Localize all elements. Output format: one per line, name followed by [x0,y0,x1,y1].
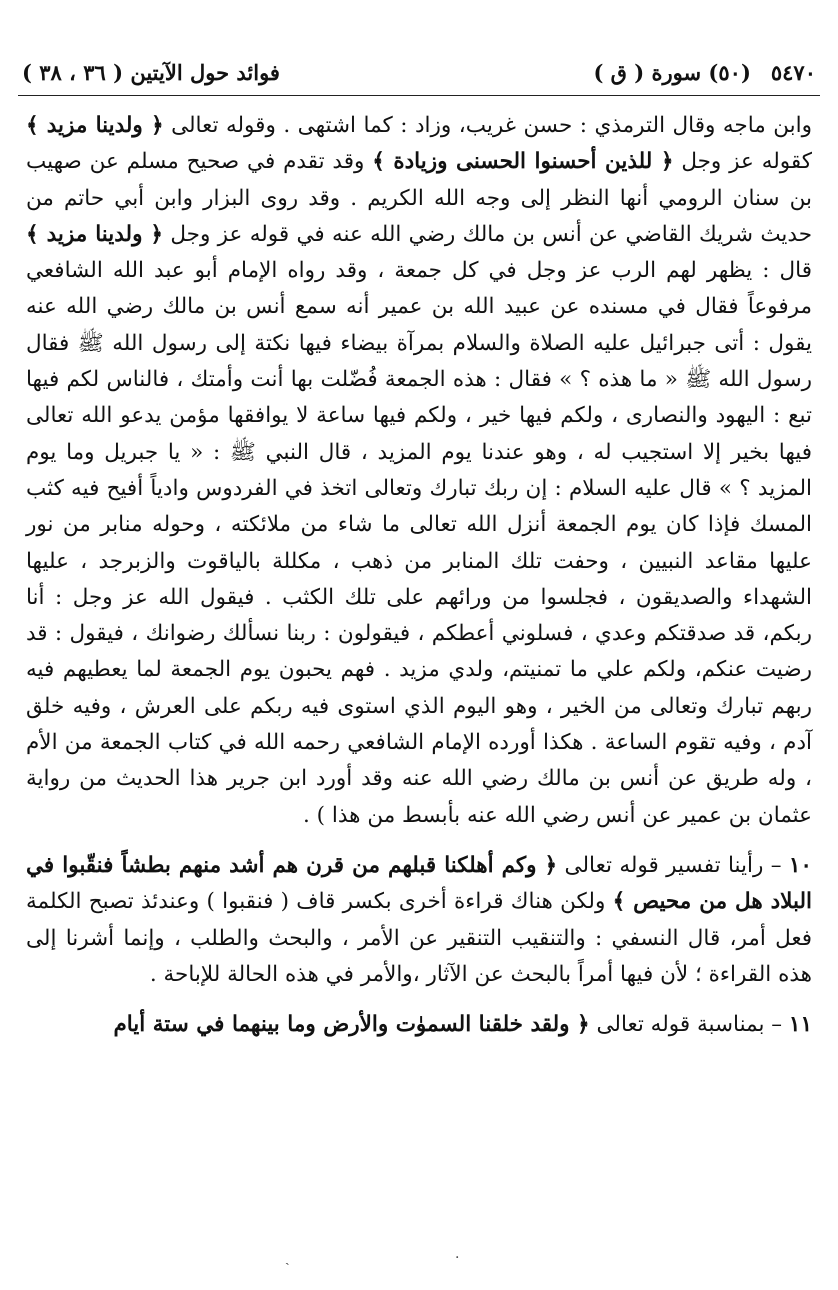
paragraph-hadith [26,108,812,834]
quran-verse: ﴿ ولدينا مزيد ﴾ [26,221,164,247]
item-number: ١١ [788,1012,812,1038]
page-body [26,108,812,1049]
header-rule [18,95,820,96]
text-segment: ولكن هناك قراءة أخرى بكسر قاف ( فنقبوا ) وعندئذ تصبح الكلمة فعل أمر، قال النسفي : والتنقيب التنقير عن الأمر ، والبحث والطلب ، وإنما أشرنا إلى هذه القراءة ؛ لأن فيها أمراً بالبحث عن الآثار ،والأمر في هذه الحالة للإباحة . [26,889,812,987]
text-segment: – بمناسبة قوله تعالى [589,1012,789,1038]
text-segment: وابن ماجه وقال الترمذي : حسن غريب، وزاد : كما اشتهى . وقوله تعالى [163,113,812,138]
quran-verse: ﴿ ولدينا مزيد ﴾ [26,113,164,138]
page-footer-marks [0,1250,838,1270]
text-segment: كقوله عز وجل [673,149,812,175]
quran-verse: ﴿ وكم أهلكنا قبلهم من قرن هم أشد منهم بطشاً فنقّبوا في البلاد هل من محيص ﴾ [26,852,812,915]
quran-verse: ﴿ ولقد خلقنا السموٰت والأرض وما بينهما في ستة أيام [113,1012,590,1038]
page-number: ٥٤٧٠ [770,59,816,85]
text-segment: – رأينا تفسير قوله تعالى [557,852,789,878]
surah-label: (٥٠) سورة ( ق ) [593,59,751,85]
header-right [593,60,816,85]
paragraph-11 [26,1007,812,1043]
text-segment: وقد تقدم في صحيح مسلم عن صهيب بن سنان الرومي أنها النظر إلى وجه الله الكريم . وقد روى البزار وابن أبي حاتم من حديث شريك القاضي عن أنس بن مالك رضي الله عنه في قوله عز وجل [26,149,812,247]
quran-verse: ﴿ للذين أحسنوا الحسنى وزيادة ﴾ [372,149,674,175]
item-number: ١٠ [788,852,812,878]
text-segment: قال : يظهر لهم الرب عز وجل في كل جمعة ، وقد رواه الإمام أبو عبد الله الشافعي مرفوعاً فقال في مسنده عن عبيد الله بن عمير أنه سمع أنس بن مالك رضي الله عنه يقول : أتى جبرائيل عليه الصلاة والسلام بمرآة بيضاء فيها نكتة إلى رسول الله ﷺ فقال رسول الله ﷺ « ما هذه ؟ » فقال : هذه الجمعة فُضّلت بها أنت وأمتك ، فالناس لكم فيها تبع : اليهود والنصارى ، ولكم فيها خير ، ولكم فيها ساعة لا يوافقها مؤمن يدعو الله تعالى فيها بخير إلا استجيب له ، وهو عندنا يوم المزيد ، قال النبي ﷺ : « يا جبريل وما يوم المزيد ؟ » قال عليه السلام : إن ربك تبارك وتعالى اتخذ في الفردوس وادياً أفيح فيه كثب المسك فإذا كان يوم الجمعة أنزل الله تعالى ما شاء من ملائكته ، وحوله منابر من نور عليها مقاعد النبيين ، وحفت تلك المنابر من ذهب ، مكللة بالياقوت والزبرجد ، عليها الشهداء والصديقون ، فجلسوا من ورائهم على تلك الكثب . فيقول الله عز وجل : أنا ربكم، قد صدقتكم وعدي ، فسلوني أعطكم ، فيقولون : ربنا نسألك رضوانك ، فيقول : قد رضيت عنكم، ولكم علي ما تمنيتم، ولدي مزيد . فهم يحبون يوم الجمعة لما يعطيهم فيه ربهم تبارك وتعالى من الخير ، وهو اليوم الذي استوى فيه ربكم على العرش ، وفيه خلق آدم ، وفيه تقوم الساعة . هكذا أورده الإمام الشافعي رحمه الله في كتاب الجمعة من الأم ، وله طريق عن أنس بن مالك رضي الله عنه وقد أورد ابن جرير هذا الحديث من رواية عثمان بن عمير عن أنس رضي الله عنه بأبسط من هذا ) . [26,258,812,828]
scan-mark: ˎ [285,1250,290,1266]
paragraph-10 [26,848,812,993]
page-header [22,52,816,92]
scan-dot: · [455,1250,460,1266]
running-title: فوائد حول الآيتين ( ٣٦ ، ٣٨ ) [22,59,280,85]
